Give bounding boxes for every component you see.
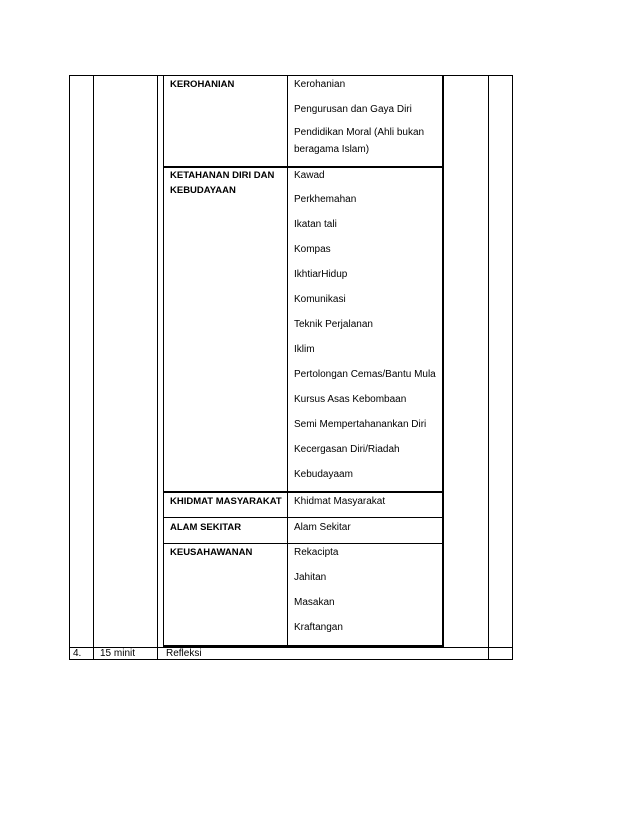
list-item: Pendidikan Moral (Ahli bukan xyxy=(294,127,425,138)
col-line-remarks xyxy=(488,75,489,660)
row-activity: Refleksi xyxy=(166,648,202,659)
inner-col-line-mid xyxy=(287,75,288,647)
list-item: Pengurusan dan Gaya Diri xyxy=(294,104,412,115)
list-item: Komunikasi xyxy=(294,294,346,305)
table-bottom-border xyxy=(69,659,513,660)
category-keusahawanan: KEUSAHAWANAN xyxy=(170,547,253,558)
list-item: Kompas xyxy=(294,244,331,255)
list-item: Masakan xyxy=(294,597,335,608)
row-number: 4. xyxy=(73,648,82,659)
list-item: Kerohanian xyxy=(294,79,346,90)
list-item: IkhtiarHidup xyxy=(294,269,348,280)
table-top-border xyxy=(69,75,513,76)
inner-row-line-3 xyxy=(163,517,444,518)
list-item: Iklim xyxy=(294,344,315,355)
list-item: Kecergasan Diri/Riadah xyxy=(294,444,400,455)
inner-col-line-left xyxy=(163,75,164,647)
list-item: Pertolongan Cemas/Bantu Mula xyxy=(294,369,436,380)
inner-row-line-2 xyxy=(163,491,444,493)
col-line-right xyxy=(512,75,513,660)
category-kerohanian: KEROHANIAN xyxy=(170,79,235,90)
col-line-left xyxy=(69,75,70,660)
list-item: Semi Mempertahanankan Diri xyxy=(294,419,427,430)
list-item: Khidmat Masyarakat xyxy=(294,496,386,507)
category-ketahanan-line2: KEBUDAYAAN xyxy=(170,185,236,196)
category-alam-sekitar: ALAM SEKITAR xyxy=(170,522,242,533)
category-ketahanan-line1: KETAHANAN DIRI DAN xyxy=(170,170,275,181)
row-duration: 15 minit xyxy=(100,648,136,659)
col-line-number xyxy=(93,75,94,660)
list-item: Rekacipta xyxy=(294,547,339,558)
list-item: Kawad xyxy=(294,170,325,181)
list-item: Jahitan xyxy=(294,572,327,583)
category-khidmat-masyarakat: KHIDMAT MASYARAKAT xyxy=(170,496,282,507)
list-item: beragama Islam) xyxy=(294,144,370,155)
list-item: Alam Sekitar xyxy=(294,522,351,533)
inner-row-line-4 xyxy=(163,543,444,544)
list-item: Kebudayaam xyxy=(294,469,353,480)
inner-row-line-1 xyxy=(163,166,444,168)
list-item: Perkhemahan xyxy=(294,194,357,205)
list-item: Ikatan tali xyxy=(294,219,337,230)
list-item: Kursus Asas Kebombaan xyxy=(294,394,407,405)
final-row-top-border xyxy=(69,647,513,648)
list-item: Teknik Perjalanan xyxy=(294,319,373,330)
col-line-duration xyxy=(157,75,158,660)
inner-col-line-right xyxy=(442,75,444,647)
list-item: Kraftangan xyxy=(294,622,343,633)
